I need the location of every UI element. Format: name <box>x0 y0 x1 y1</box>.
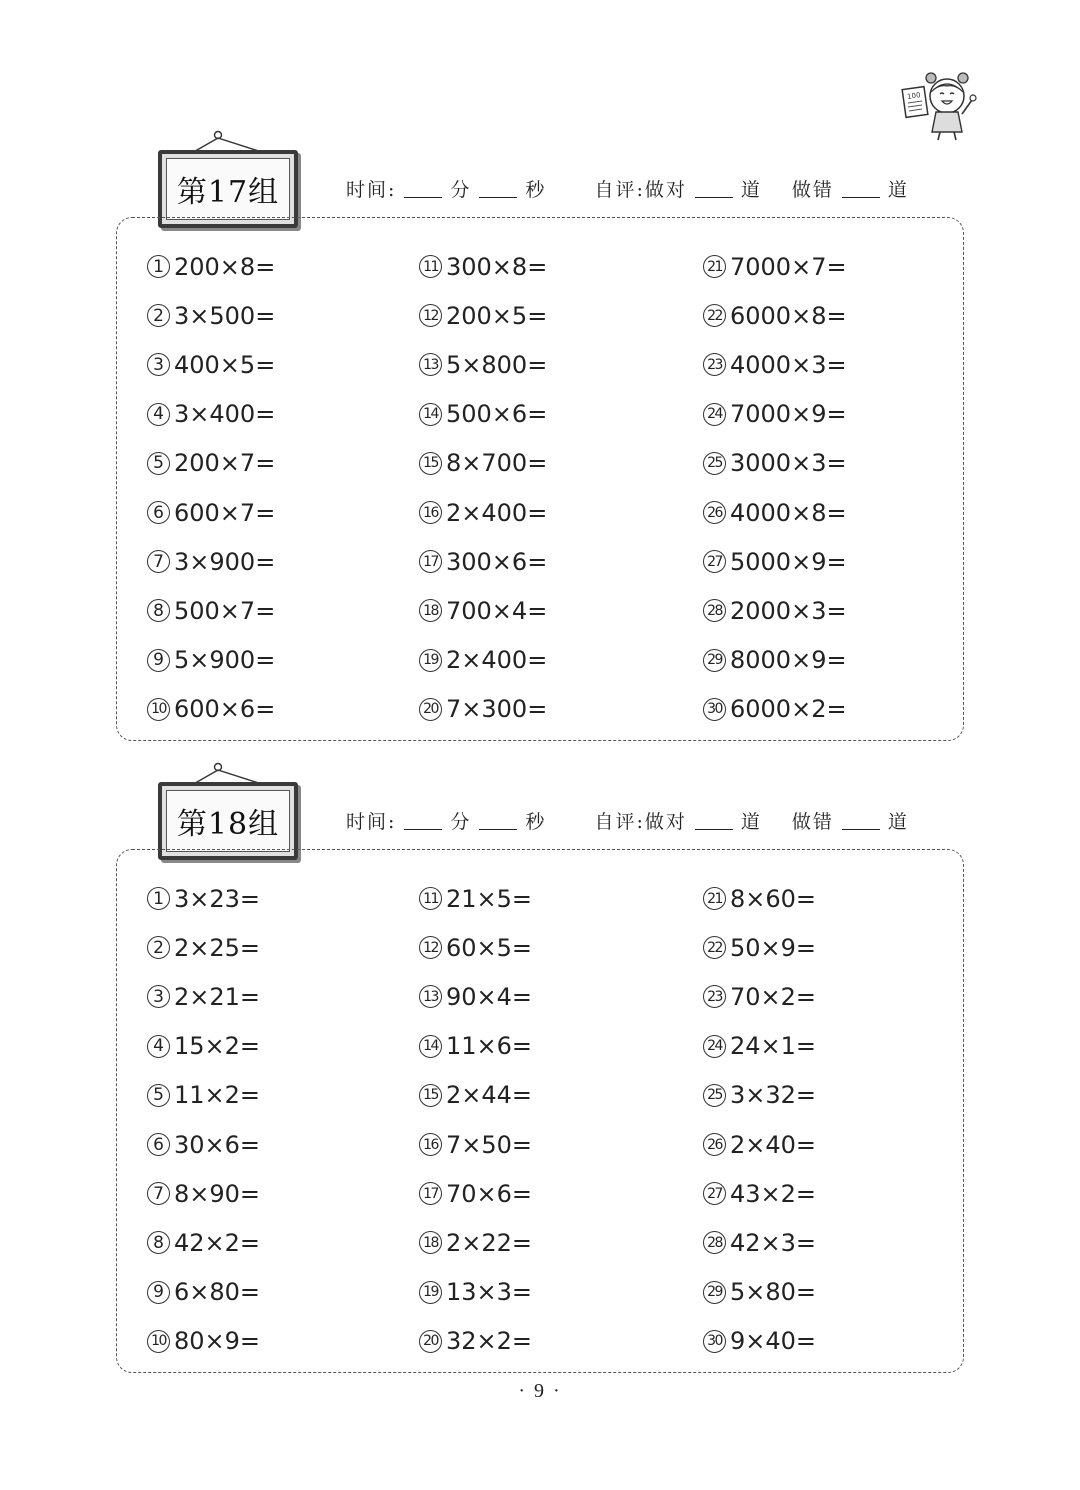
problem-item <box>419 1218 532 1267</box>
problem-expression: 32×2= <box>446 1327 533 1356</box>
problem-expression: 4000×3= <box>730 350 847 379</box>
problem-item <box>419 1268 532 1317</box>
problem-number-circle: 24 <box>703 1035 726 1058</box>
problem-item <box>147 972 260 1021</box>
mascot-paper-text: 100 <box>906 91 922 101</box>
problem-expression: 5×80= <box>730 1278 817 1307</box>
problem-number-circle: 6 <box>147 501 170 524</box>
problem-item <box>147 340 275 389</box>
problem-number-circle: 19 <box>419 1281 442 1304</box>
problem-expression: 2×400= <box>446 498 548 527</box>
problem-number-circle: 14 <box>419 1035 442 1058</box>
problem-expression: 60×5= <box>446 933 533 962</box>
problem-expression: 400×5= <box>174 350 276 379</box>
problem-item <box>419 291 547 340</box>
problem-expression: 3×400= <box>174 400 276 429</box>
correct-count-blank[interactable] <box>695 197 733 198</box>
problem-item <box>147 439 275 488</box>
problem-number-circle: 23 <box>703 353 726 376</box>
problem-item <box>703 1218 816 1267</box>
problem-item <box>703 1120 816 1169</box>
problem-expression: 3000×3= <box>730 449 847 478</box>
seconds-label: 秒 <box>525 179 547 201</box>
problem-number-circle: 24 <box>703 403 726 426</box>
problem-item <box>147 390 275 439</box>
problem-expression: 2×44= <box>446 1081 533 1110</box>
problem-expression: 200×5= <box>446 301 548 330</box>
wrong-label: 做错 <box>791 179 834 201</box>
problem-number-circle: 4 <box>147 403 170 426</box>
problem-item <box>703 636 847 685</box>
problem-number-circle: 18 <box>419 599 442 622</box>
self-eval-label: 自评:做对 <box>594 811 687 833</box>
seconds-blank[interactable] <box>479 197 517 198</box>
problem-item <box>147 242 275 291</box>
problem-expression: 7000×9= <box>730 400 847 429</box>
problem-expression: 200×8= <box>174 252 276 281</box>
problem-column <box>147 242 275 734</box>
problem-item <box>419 340 547 389</box>
problem-number-circle: 16 <box>419 1133 442 1156</box>
problem-number-circle: 26 <box>703 1133 726 1156</box>
problem-item <box>703 488 847 537</box>
problem-expression: 3×900= <box>174 547 276 576</box>
minutes-label: 分 <box>450 811 472 833</box>
problem-expression: 300×8= <box>446 252 548 281</box>
problem-expression: 6000×8= <box>730 301 847 330</box>
problem-number-circle: 12 <box>419 936 442 959</box>
problem-expression: 3×32= <box>730 1081 817 1110</box>
minutes-label: 分 <box>450 179 472 201</box>
problem-number-circle: 28 <box>703 1231 726 1254</box>
problem-item <box>419 923 532 972</box>
problem-expression: 2×25= <box>174 933 261 962</box>
problem-number-circle: 13 <box>419 985 442 1008</box>
problem-expression: 500×7= <box>174 596 276 625</box>
girl-mascot-icon <box>900 70 980 142</box>
problem-item <box>703 291 847 340</box>
problem-item <box>419 488 547 537</box>
page-number: · 9 · <box>518 1380 562 1402</box>
problem-number-circle: 9 <box>147 1281 170 1304</box>
problem-number-circle: 30 <box>703 1330 726 1353</box>
problem-expression: 5000×9= <box>730 547 847 576</box>
time-label: 时间: <box>346 811 397 833</box>
problem-column <box>147 874 260 1366</box>
problem-column <box>703 874 816 1366</box>
problem-expression: 30×6= <box>174 1130 261 1159</box>
problem-expression: 3×23= <box>174 884 261 913</box>
problem-number-circle: 8 <box>147 599 170 622</box>
problem-item <box>419 874 532 923</box>
problem-item <box>147 685 275 734</box>
problem-item <box>419 636 547 685</box>
problem-item <box>703 1022 816 1071</box>
problem-item <box>419 439 547 488</box>
problem-number-circle: 1 <box>147 887 170 910</box>
problem-expression: 2×40= <box>730 1130 817 1159</box>
problem-number-circle: 17 <box>419 550 442 573</box>
problem-number-circle: 25 <box>703 452 726 475</box>
problem-expression: 70×2= <box>730 982 817 1011</box>
problem-item <box>703 1317 816 1366</box>
wrong-unit-label: 道 <box>887 179 909 201</box>
problems-box <box>116 849 964 1373</box>
problem-number-circle: 7 <box>147 550 170 573</box>
problem-item <box>419 1022 532 1071</box>
problem-item <box>147 1218 260 1267</box>
problem-item <box>703 1169 816 1218</box>
problem-item <box>703 972 816 1021</box>
minutes-blank[interactable] <box>404 197 442 198</box>
problem-expression: 2×21= <box>174 982 261 1011</box>
wrong-count-blank[interactable] <box>842 197 880 198</box>
time-and-self-eval <box>346 807 909 834</box>
problem-number-circle: 27 <box>703 550 726 573</box>
problem-item <box>147 1071 260 1120</box>
group-title-frame <box>158 762 298 860</box>
problem-expression: 5×900= <box>174 646 276 675</box>
problem-column <box>419 242 547 734</box>
problem-expression: 7×50= <box>446 1130 533 1159</box>
wrong-count-blank[interactable] <box>842 829 880 830</box>
correct-count-blank[interactable] <box>695 829 733 830</box>
problem-number-circle: 14 <box>419 403 442 426</box>
problem-expression: 6000×2= <box>730 695 847 724</box>
problem-number-circle: 3 <box>147 353 170 376</box>
problem-expression: 8×700= <box>446 449 548 478</box>
problem-number-circle: 10 <box>147 698 170 721</box>
problem-number-circle: 21 <box>703 887 726 910</box>
problem-expression: 43×2= <box>730 1179 817 1208</box>
problem-item <box>147 1268 260 1317</box>
problem-item <box>419 1169 532 1218</box>
problem-expression: 7000×7= <box>730 252 847 281</box>
problem-item <box>147 1022 260 1071</box>
seconds-label: 秒 <box>525 811 547 833</box>
problem-expression: 7×300= <box>446 695 548 724</box>
problem-item <box>703 537 847 586</box>
problem-expression: 8×90= <box>174 1179 261 1208</box>
problem-item <box>703 439 847 488</box>
problem-number-circle: 15 <box>419 452 442 475</box>
problem-number-circle: 6 <box>147 1133 170 1156</box>
problem-expression: 11×2= <box>174 1081 261 1110</box>
problem-expression: 4000×8= <box>730 498 847 527</box>
problem-expression: 2×400= <box>446 646 548 675</box>
problem-expression: 13×3= <box>446 1278 533 1307</box>
problem-expression: 42×2= <box>174 1228 261 1257</box>
problem-item <box>147 874 260 923</box>
seconds-blank[interactable] <box>479 829 517 830</box>
problem-number-circle: 1 <box>147 255 170 278</box>
problem-number-circle: 2 <box>147 936 170 959</box>
problem-item <box>419 242 547 291</box>
problem-expression: 200×7= <box>174 449 276 478</box>
problem-item <box>703 874 816 923</box>
problem-expression: 3×500= <box>174 301 276 330</box>
problem-expression: 11×6= <box>446 1032 533 1061</box>
problem-item <box>419 1317 532 1366</box>
problem-number-circle: 27 <box>703 1182 726 1205</box>
group-title: 第18组 <box>176 807 280 842</box>
problem-number-circle: 22 <box>703 304 726 327</box>
problem-expression: 700×4= <box>446 596 548 625</box>
problem-item <box>703 1268 816 1317</box>
problem-number-circle: 15 <box>419 1084 442 1107</box>
problem-item <box>419 537 547 586</box>
problem-item <box>419 1071 532 1120</box>
problem-expression: 80×9= <box>174 1327 261 1356</box>
problem-item <box>703 586 847 635</box>
problem-number-circle: 29 <box>703 1281 726 1304</box>
problem-number-circle: 25 <box>703 1084 726 1107</box>
problem-expression: 15×2= <box>174 1032 261 1061</box>
problem-expression: 2000×3= <box>730 596 847 625</box>
problem-number-circle: 16 <box>419 501 442 524</box>
problem-number-circle: 8 <box>147 1231 170 1254</box>
problem-item <box>147 1169 260 1218</box>
group-title: 第17组 <box>176 175 280 210</box>
problem-number-circle: 26 <box>703 501 726 524</box>
problem-item <box>419 390 547 439</box>
problem-number-circle: 19 <box>419 649 442 672</box>
problem-item <box>703 340 847 389</box>
problem-expression: 6×80= <box>174 1278 261 1307</box>
time-and-self-eval <box>346 175 909 202</box>
problem-column <box>419 874 532 1366</box>
correct-unit-label: 道 <box>740 811 762 833</box>
problem-item <box>419 586 547 635</box>
problem-number-circle: 21 <box>703 255 726 278</box>
problem-number-circle: 5 <box>147 452 170 475</box>
problem-item <box>419 685 547 734</box>
problem-item <box>147 1317 260 1366</box>
problem-number-circle: 9 <box>147 649 170 672</box>
problem-item <box>147 586 275 635</box>
problem-number-circle: 3 <box>147 985 170 1008</box>
problem-expression: 600×6= <box>174 695 276 724</box>
problem-item <box>703 390 847 439</box>
problem-number-circle: 22 <box>703 936 726 959</box>
problem-item <box>147 537 275 586</box>
problem-item <box>147 488 275 537</box>
problem-number-circle: 10 <box>147 1330 170 1353</box>
problem-expression: 90×4= <box>446 982 533 1011</box>
problem-expression: 70×6= <box>446 1179 533 1208</box>
problem-expression: 24×1= <box>730 1032 817 1061</box>
group-title-frame <box>158 130 298 228</box>
problem-number-circle: 11 <box>419 887 442 910</box>
problem-expression: 2×22= <box>446 1228 533 1257</box>
problem-number-circle: 4 <box>147 1035 170 1058</box>
problem-number-circle: 7 <box>147 1182 170 1205</box>
problem-number-circle: 30 <box>703 698 726 721</box>
self-eval-label: 自评:做对 <box>594 179 687 201</box>
problem-number-circle: 2 <box>147 304 170 327</box>
problem-expression: 21×5= <box>446 884 533 913</box>
problems-box <box>116 217 964 741</box>
correct-unit-label: 道 <box>740 179 762 201</box>
problem-expression: 8000×9= <box>730 646 847 675</box>
problem-expression: 600×7= <box>174 498 276 527</box>
minutes-blank[interactable] <box>404 829 442 830</box>
problem-number-circle: 17 <box>419 1182 442 1205</box>
problem-number-circle: 20 <box>419 1330 442 1353</box>
problem-item <box>147 291 275 340</box>
problem-item <box>703 242 847 291</box>
problem-column <box>703 242 847 734</box>
problem-item <box>703 1071 816 1120</box>
problem-number-circle: 11 <box>419 255 442 278</box>
problem-item <box>147 923 260 972</box>
problem-number-circle: 5 <box>147 1084 170 1107</box>
problem-number-circle: 23 <box>703 985 726 1008</box>
problem-item <box>147 1120 260 1169</box>
problem-item <box>419 1120 532 1169</box>
problem-expression: 50×9= <box>730 933 817 962</box>
problem-expression: 500×6= <box>446 400 548 429</box>
problem-item <box>703 923 816 972</box>
problem-expression: 8×60= <box>730 884 817 913</box>
problem-expression: 5×800= <box>446 350 548 379</box>
problem-item <box>703 685 847 734</box>
problem-item <box>147 636 275 685</box>
problem-expression: 300×6= <box>446 547 548 576</box>
problem-number-circle: 18 <box>419 1231 442 1254</box>
problem-number-circle: 12 <box>419 304 442 327</box>
time-label: 时间: <box>346 179 397 201</box>
problem-number-circle: 28 <box>703 599 726 622</box>
wrong-label: 做错 <box>791 811 834 833</box>
problem-expression: 42×3= <box>730 1228 817 1257</box>
wrong-unit-label: 道 <box>887 811 909 833</box>
problem-number-circle: 13 <box>419 353 442 376</box>
problem-number-circle: 20 <box>419 698 442 721</box>
problem-item <box>419 972 532 1021</box>
problem-number-circle: 29 <box>703 649 726 672</box>
problem-expression: 9×40= <box>730 1327 817 1356</box>
